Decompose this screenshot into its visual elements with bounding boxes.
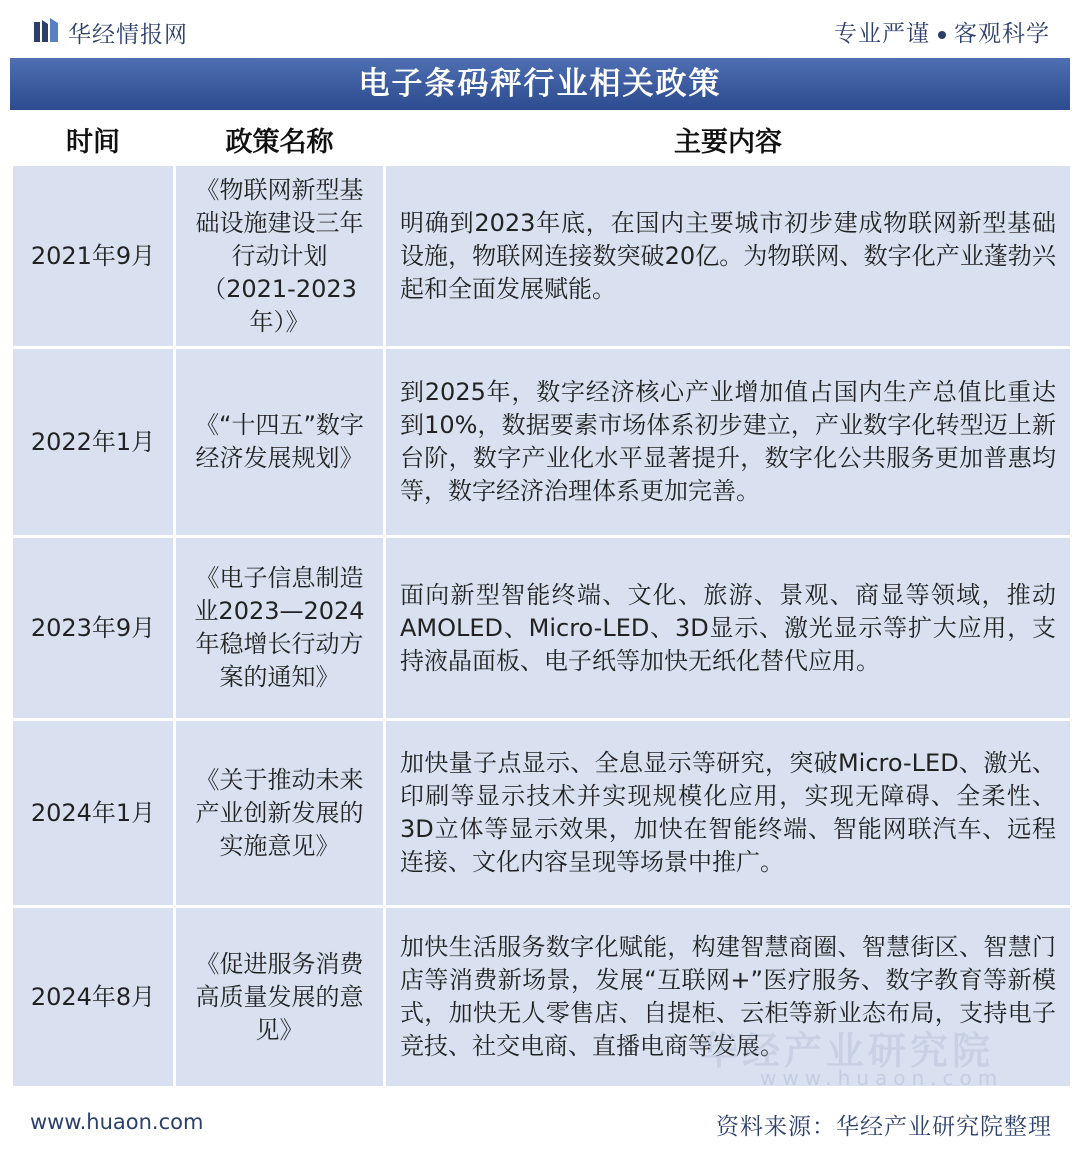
row-policy-name: 《促进服务消费高质量发展的意见》: [176, 908, 383, 1086]
header-time: 时间: [13, 115, 173, 163]
footer: [0, 1098, 1080, 1152]
policy-table: [10, 112, 1073, 1089]
row-policy-name: 《物联网新型基础设施建设三年行动计划（2021-2023年）》: [176, 166, 383, 346]
top-bar: [0, 0, 1080, 58]
row-date: 2023年9月: [13, 538, 173, 718]
table-row: [13, 349, 1070, 535]
watermark-url: www.huaon.com: [760, 1066, 1004, 1090]
row-content: 明确到2023年底，在国内主要城市初步建成物联网新型基础设施，物联网连接数突破20亿。为物联网、数字化产业蓬勃兴起和全面发展赋能。: [386, 166, 1070, 346]
huajing-logo-icon: [34, 18, 58, 44]
header-main-content: 主要内容: [386, 115, 1070, 163]
table-row: [13, 538, 1070, 718]
row-content: 加快生活服务数字化赋能，构建智慧商圈、智慧街区、智慧门店等消费新场景，发展“互联网+”医疗服务、数字教育等新模式，加快无人零售店、自提柜、云柜等新业态布局，支持电子竞技、社交电商、直播电商等发展。: [386, 908, 1070, 1086]
footer-source: 资料来源：华经产业研究院整理: [716, 1114, 1052, 1140]
brand-name: 华经情报网: [68, 22, 188, 48]
table-header-row: [13, 115, 1070, 163]
slogan-left: 专业严谨: [834, 21, 930, 47]
row-date: 2021年9月: [13, 166, 173, 346]
row-content: 到2025年，数字经济核心产业增加值占国内生产总值比重达到10%，数据要素市场体系初步建立，产业数字化转型迈上新台阶，数字产业化水平显著提升，数字化公共服务更加普惠均等，数字经济治理体系更加完善。: [386, 349, 1070, 535]
slogan-right: 客观科学: [954, 21, 1050, 47]
row-date: 2022年1月: [13, 349, 173, 535]
separator-dot: [938, 31, 946, 39]
row-policy-name: 《关于推动未来产业创新发展的实施意见》: [176, 721, 383, 905]
slogan: [834, 15, 1050, 48]
row-policy-name: 《“十四五”数字经济发展规划》: [176, 349, 383, 535]
row-date: 2024年1月: [13, 721, 173, 905]
table-row: [13, 721, 1070, 905]
row-content: 面向新型智能终端、文化、旅游、景观、商显等领域，推动AMOLED、Micro-LED、3D显示、激光显示等扩大应用，支持液晶面板、电子纸等加快无纸化替代应用。: [386, 538, 1070, 718]
footer-site-link[interactable]: www.huaon.com: [30, 1110, 204, 1134]
page-title: 电子条码秤行业相关政策: [10, 58, 1070, 110]
row-date: 2024年8月: [13, 908, 173, 1086]
table-row: [13, 908, 1070, 1086]
row-policy-name: 《电子信息制造业2023—2024年稳增长行动方案的通知》: [176, 538, 383, 718]
row-content: 加快量子点显示、全息显示等研究，突破Micro-LED、激光、印刷等显示技术并实现规模化应用，实现无障碍、全柔性、3D立体等显示效果，加快在智能终端、智能网联汽车、远程连接、文化内容呈现等场景中推广。: [386, 721, 1070, 905]
table-row: [13, 166, 1070, 346]
header-policy-name: 政策名称: [176, 115, 383, 163]
